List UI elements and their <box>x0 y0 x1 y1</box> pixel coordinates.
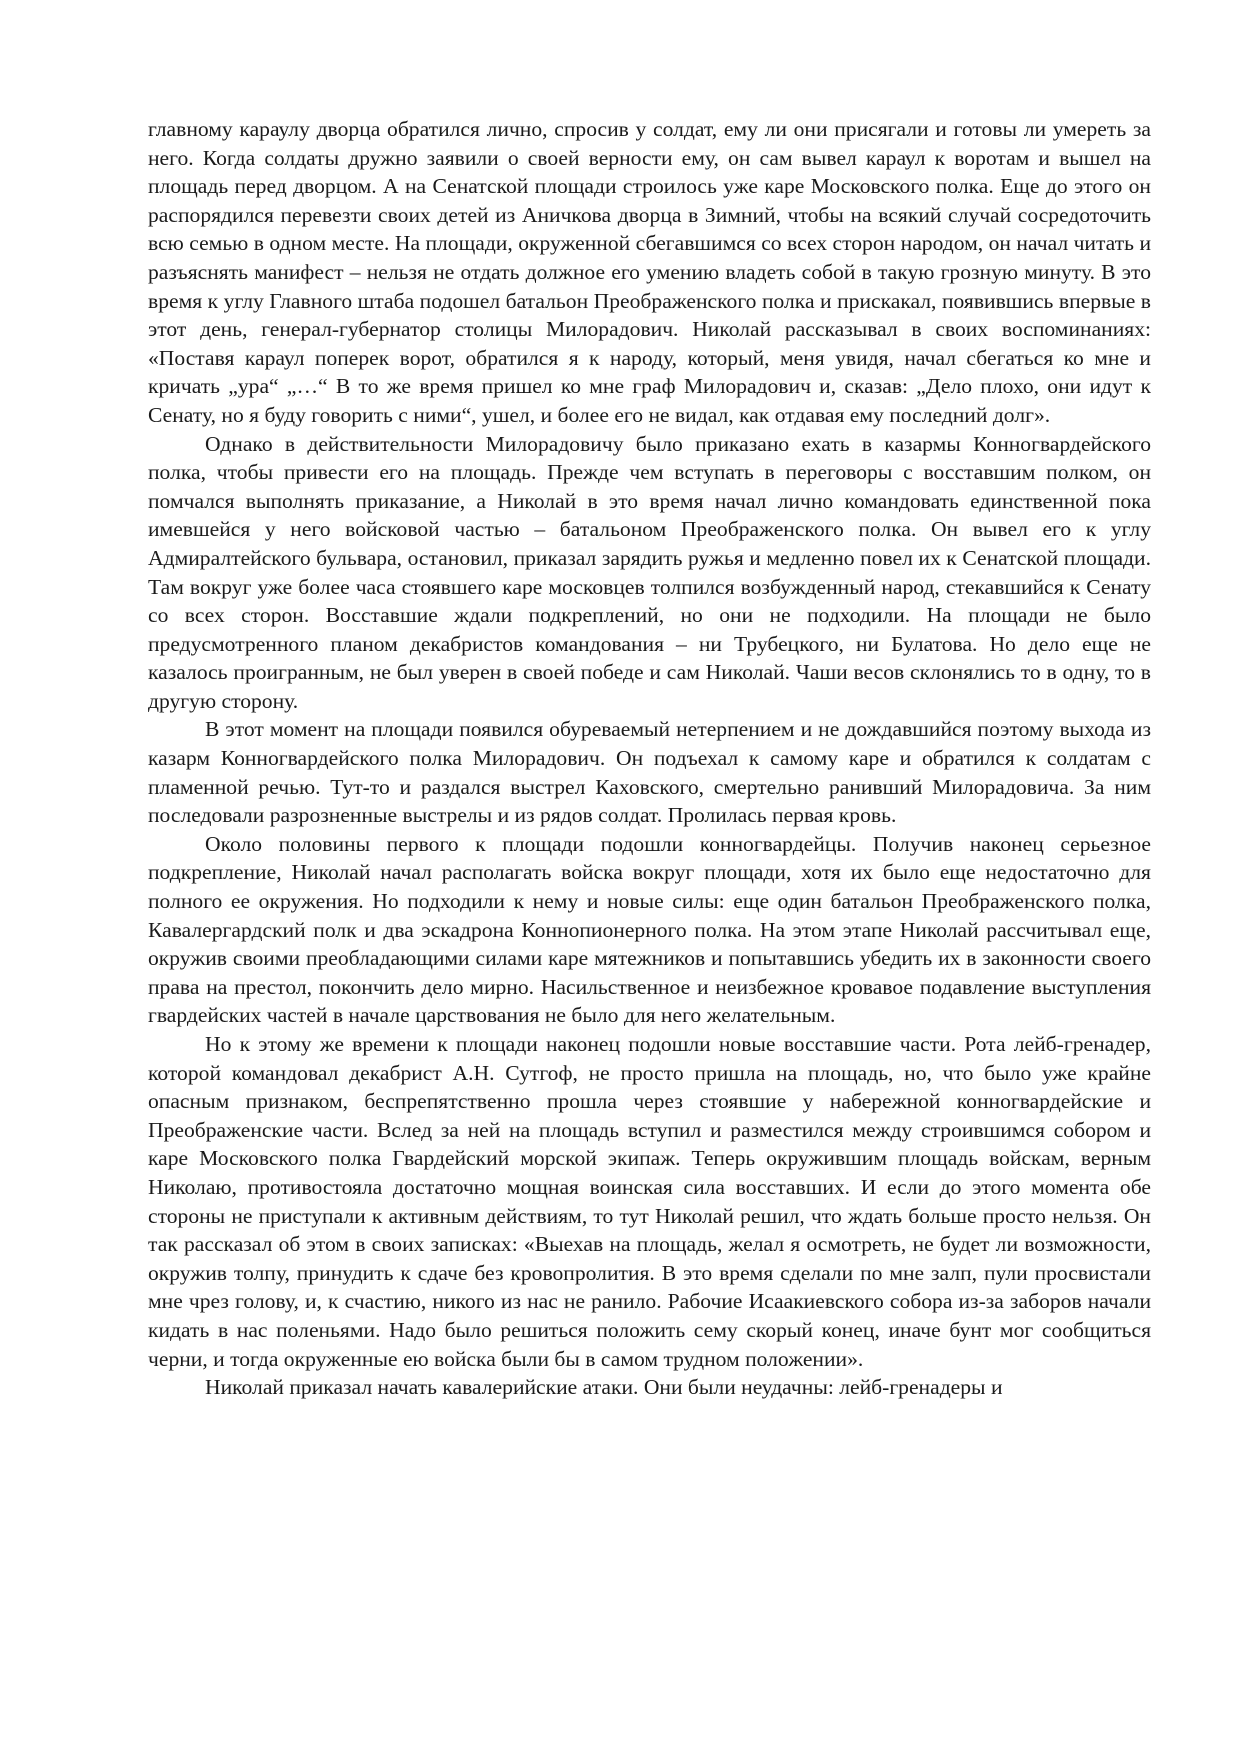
paragraph-3: В этот момент на площади появился обуреваемый нетерпением и не дождавшийся поэтому выхода из казарм Конногвардейского полка Милорадович. Он подъехал к самому каре и обратился к солдатам с пламенной речью. Тут-то и раздался выстрел Каховского, смертельно ранивший Милорадовича. За ним последовали разрозненные выстрелы и из рядов солдат. Пролилась первая кровь. <box>148 717 1151 828</box>
paragraph-6: Николай приказал начать кавалерийские атаки. Они были неудачны: лейб-гренадеры и <box>205 1375 1003 1400</box>
document-page <box>148 115 1151 1402</box>
paragraph-1: главному караулу дворца обратился лично, спросив у солдат, ему ли они присягали и готовы ли умереть за него. Когда солдаты дружно заявили о своей верности ему, он сам вывел караул к воротам и вышел на площадь перед дворцом. А на Сенатской площади строилось уже каре Московского полка. Еще до этого он распорядился перевезти своих детей из Аничкова дворца в Зимний, чтобы на всякий случай сосредоточить всю семью в одном месте. На площади, окруженной сбегавшимся со всех сторон народом, он начал читать и разъяснять манифест – нельзя не отдать должное его умению владеть собой в такую грозную минуту. В это время к углу Главного штаба подошел батальон Преображенского полка и прискакал, появившись впервые в этот день, генерал-губернатор столицы Милорадович. Николай рассказывал в своих воспоминаниях: «Поставя караул поперек ворот, обратился я к народу, который, меня увидя, начал сбегаться ко мне и кричать „ура“ „…“ В то же время пришел ко мне граф Милорадович и, сказав: „Дело плохо, они идут к Сенату, но я буду говорить с ними“, ушел, и более его не видал, как отдавая ему последний долг». <box>148 117 1151 427</box>
paragraph-5: Но к этому же времени к площади наконец подошли новые восставшие части. Рота лейб-гренадер, которой командовал декабрист А.Н. Сутгоф, не просто пришла на площадь, но, что было уже крайне опасным признаком, беспрепятственно прошла через стоявшие у набережной конногвардейские и Преображенские части. Вслед за ней на площадь вступил и разместился между строившимся собором и каре Московского полка Гвардейский морской экипаж. Теперь окружившим площадь войскам, верным Николаю, противостояла достаточно мощная воинская сила восставших. И если до этого момента обе стороны не приступали к активным действиям, то тут Николай решил, что ждать больше просто нельзя. Он так рассказал об этом в своих записках: «Выехав на площадь, желал я осмотреть, не будет ли возможности, окружив толпу, принудить к сдаче без кровопролития. В это время сделали по мне залп, пули просвистали мне чрез голову, и, к счастию, никого из нас не ранило. Рабочие Исаакиевского собора из-за заборов начали кидать в нас поленьями. Надо было решиться положить сему скорый конец, иначе бунт мог сообщиться черни, и тогда окруженные ею войска были бы в самом трудном положении». <box>148 1032 1151 1371</box>
paragraph-2: Однако в действительности Милорадовичу было приказано ехать в казармы Конногвардейского полка, чтобы привести его на площадь. Прежде чем вступать в переговоры с восставшим полком, он помчался выполнять приказание, а Николай в это время начал лично командовать единственной пока имевшейся у него войсковой частью – батальоном Преображенского полка. Он вывел его к углу Адмиралтейского бульвара, остановил, приказал зарядить ружья и медленно повел их к Сенатской площади. Там вокруг уже более часа стоявшего каре московцев толпился возбужденный народ, стекавшийся к Сенату со всех сторон. Восставшие ждали подкреплений, но они не подходили. На площади не было предусмотренного планом декабристов командования – ни Трубецкого, ни Булатова. Но дело еще не казалось проигранным, не был уверен в своей победе и сам Николай. Чаши весов склонялись то в одну, то в другую сторону. <box>148 431 1151 713</box>
paragraph-4: Около половины первого к площади подошли конногвардейцы. Получив наконец серьезное подкрепление, Николай начал располагать войска вокруг площади, хотя их было еще недостаточно для полного ее окружения. Но подходили к нему и новые силы: еще один батальон Преображенского полка, Кавалергардский полк и два эскадрона Коннопионерного полка. На этом этапе Николай рассчитывал еще, окружив своими преобладающими силами каре мятежников и попытавшись убедить их в законности своего права на престол, покончить дело мирно. Насильственное и неизбежное кровавое подавление выступления гвардейских частей в начале царствования не было для него желательным. <box>148 831 1151 1028</box>
